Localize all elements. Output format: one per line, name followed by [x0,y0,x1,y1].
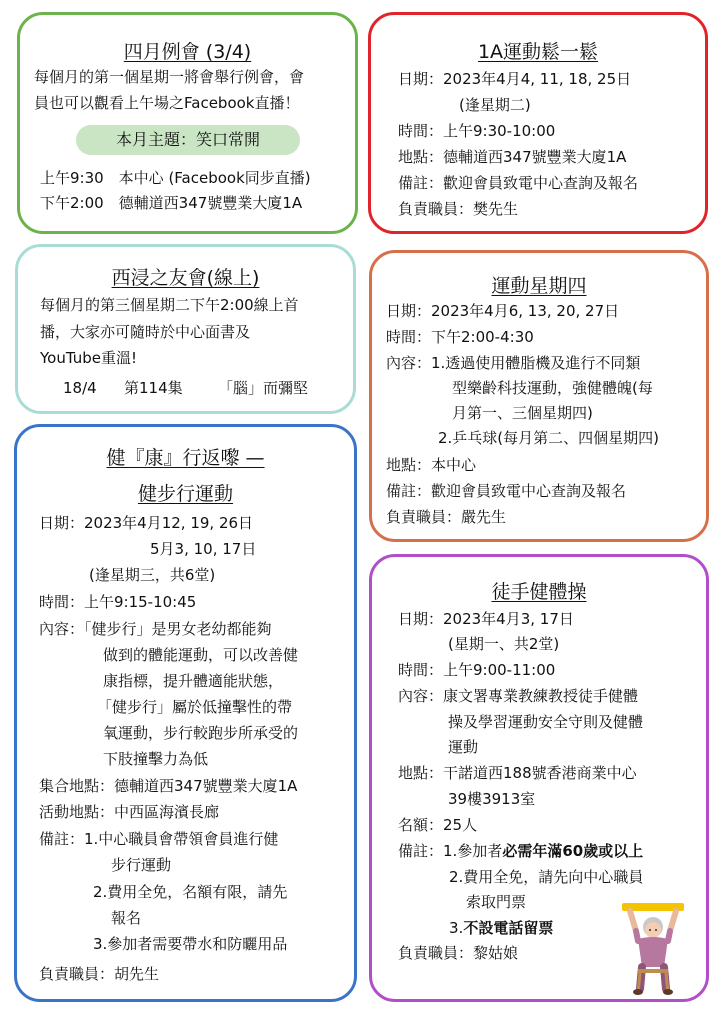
1a-exercise-time: 時間：上午9:30-10:00 [398,122,556,140]
freehand-fitness-note-3 [449,918,553,938]
1a-exercise-place: 地點：德輔道西347號豐業大廈1A [398,148,627,166]
april-meeting-theme: 本月主題：笑口常開 [76,125,300,155]
card-freehand-fitness [369,554,709,1002]
freehand-fitness-note-1 [398,841,643,861]
walking-exercise-note-3: 3.參加者需要帶水和防曬用品 [93,935,288,953]
freehand-fitness-content-1: 內容：康文署專業教練教授徒手健體 [398,687,639,705]
thursday-exercise-content-3: 月第一、三個星期四) [452,404,593,422]
friends-club-episode-date: 18/4 [63,379,97,397]
thursday-exercise-content-4: 2.乒乓球(每月第二、四個星期四) [438,429,660,447]
card-april-meeting [17,12,358,234]
friends-club-episode-number: 第114集 [124,379,183,397]
freehand-fitness-note-3-prefix: 3. [449,919,464,937]
walking-exercise-content-1: 內容：「健步行」是男女老幼都能夠 [39,620,272,638]
thursday-exercise-place: 地點：本中心 [386,456,477,474]
walking-exercise-note-1b: 步行運動 [111,856,172,874]
walking-exercise-title-2: 健步行運動 [137,483,233,505]
thursday-exercise-content-1: 內容：1.透過使用體脂機及進行不同類 [386,354,641,372]
freehand-fitness-content-2: 操及學習運動安全守則及健體 [448,713,644,731]
walking-exercise-content-5: 氧運動，步行較跑步所承受的 [103,724,299,742]
friends-club-desc-1: 每個月的第三個星期二下午2:00線上首 [40,296,299,314]
freehand-fitness-date: 日期：2023年4月3, 17日 [398,610,574,628]
thursday-exercise-note: 備註：歡迎會員致電中心查詢及報名 [386,482,627,500]
freehand-fitness-title: 徒手健體操 [491,581,587,603]
freehand-fitness-note-2b: 索取門票 [466,893,527,911]
thursday-exercise-content-2: 型樂齡科技運動，強健體魄(每 [452,379,653,397]
walking-exercise-content-3: 康指標，提升體適能狀態， [103,672,284,690]
thursday-exercise-title: 運動星期四 [491,275,587,297]
friends-club-desc-3: YouTube重溫! [40,349,138,367]
freehand-fitness-content-3: 運動 [448,738,479,756]
freehand-fitness-place-2: 39樓3913室 [448,790,536,808]
april-meeting-session-pm: 下午2:00 德輔道西347號豐業大廈1A [40,194,303,212]
1a-exercise-date-note: (逢星期二) [459,96,531,114]
card-thursday-exercise [369,250,709,542]
walking-exercise-content-6: 下肢撞擊力為低 [103,750,209,768]
freehand-fitness-place-1: 地點：干諾道西188號香港商業中心 [398,764,637,782]
walking-exercise-content-4: 「健步行」屬於低撞擊性的帶 [97,698,293,716]
walking-exercise-note-1: 備註：1.中心職員會帶領會員進行健 [39,830,279,848]
walking-exercise-content-2: 做到的體能運動，可以改善健 [103,646,299,664]
walking-exercise-date-3: (逢星期三，共6堂) [89,566,216,584]
card-1a-exercise [368,12,708,234]
thursday-exercise-date: 日期：2023年4月6, 13, 20, 27日 [386,302,620,320]
walking-exercise-meet: 集合地點：德輔道西347號豐業大廈1A [39,777,298,795]
april-meeting-session-am: 上午9:30 本中心 (Facebook同步直播) [40,169,311,187]
elderly-woman-exercising-illustration [616,897,690,997]
walking-exercise-note-2: 2.費用全免，名額有限，請先 [93,883,288,901]
freehand-fitness-staff: 負責職員：黎姑娘 [398,944,519,962]
1a-exercise-title: 1A運動鬆一鬆 [477,41,599,63]
freehand-fitness-no-phone-reservation: 不設電話留票 [463,919,554,937]
freehand-fitness-note-2: 2.費用全免，請先向中心職員 [449,868,644,886]
freehand-fitness-note-1-prefix: 備註：1.參加者 [398,842,503,860]
thursday-exercise-time: 時間：下午2:00-4:30 [386,328,534,346]
april-meeting-desc-1: 每個月的第一個星期一將會舉行例會，會 [34,68,305,86]
freehand-fitness-quota: 名額：25人 [398,816,478,834]
walking-exercise-date-2: 5月3, 10, 17日 [150,540,257,558]
friends-club-desc-2: 播，大家亦可隨時於中心面書及 [40,323,251,341]
1a-exercise-date: 日期：2023年4月4, 11, 18, 25日 [398,70,632,88]
freehand-fitness-date-note: (星期一、共2堂) [448,635,560,653]
april-meeting-desc-2: 員也可以觀看上午場之Facebook直播！ [34,94,300,112]
1a-exercise-staff: 負責職員：樊先生 [398,200,519,218]
card-walking-exercise [14,424,357,1002]
walking-exercise-title-1: 健『康』行返嚟 — [106,447,265,469]
card-friends-club [15,244,356,414]
april-meeting-title: 四月例會 (3/4) [123,41,252,63]
1a-exercise-note: 備註：歡迎會員致電中心查詢及報名 [398,174,639,192]
freehand-fitness-time: 時間：上午9:00-11:00 [398,661,556,679]
walking-exercise-time: 時間：上午9:15-10:45 [39,593,197,611]
walking-exercise-venue: 活動地點：中西區海濱長廊 [39,803,220,821]
walking-exercise-note-2b: 報名 [111,909,142,927]
walking-exercise-staff: 負責職員：胡先生 [39,965,160,983]
friends-club-episode-title: 「腦」而彌堅 [218,379,309,397]
thursday-exercise-staff: 負責職員：嚴先生 [386,508,507,526]
freehand-fitness-age-requirement: 必需年滿60歲或以上 [502,842,644,860]
friends-club-title: 西浸之友會(線上) [111,267,260,289]
walking-exercise-date-1: 日期：2023年4月12, 19, 26日 [39,514,254,532]
